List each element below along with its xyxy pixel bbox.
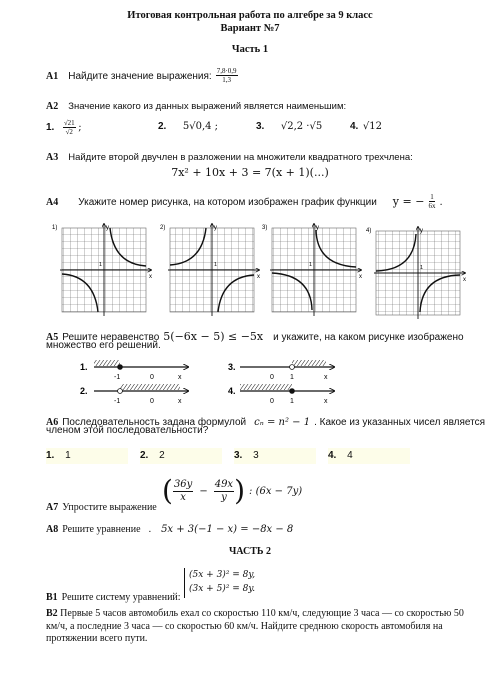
variant-label: Вариант №7 bbox=[220, 23, 280, 34]
a2-option-number: 4. bbox=[350, 121, 359, 132]
a2-option-3 bbox=[256, 121, 322, 132]
b2-text: Первые 5 часов автомобиль ехал со скоростью 110 км/ч, следующие 3 часа — со скоростью 50 км/ч, а последние 3 часа — со скоростью 60 км/ч. Найдите среднюю скорость автомобиля на протяжении всего пути. bbox=[46, 608, 464, 644]
a6-answer-number: 4. bbox=[328, 450, 337, 461]
graph-4-x-label: x bbox=[463, 277, 466, 283]
graph-1-y-label: y bbox=[106, 225, 109, 231]
a6-answer-value: 1 bbox=[65, 450, 71, 461]
graph-3 bbox=[262, 224, 362, 316]
a1-text: Найдите значение выражения: bbox=[68, 71, 212, 82]
a7-num-1: 36y bbox=[173, 478, 193, 490]
line-3-hatch bbox=[292, 360, 326, 366]
question-a4 bbox=[46, 192, 443, 210]
graph-2-unit: 1 bbox=[214, 262, 218, 268]
a5-text1: Решите неравенство bbox=[62, 332, 160, 343]
a5-number-lines bbox=[0, 356, 500, 406]
line-2-hatch bbox=[120, 384, 180, 390]
question-a7 bbox=[46, 497, 157, 515]
line-1-hatch bbox=[94, 360, 120, 366]
line-1-right-label: 0 bbox=[150, 374, 154, 381]
graph-3-number: 3) bbox=[262, 225, 268, 231]
a7-num-2: 49x bbox=[214, 478, 234, 490]
number-line-1 bbox=[80, 360, 188, 381]
line-2-point bbox=[118, 389, 123, 394]
a6-formula: cₙ = n² − 1 bbox=[254, 417, 311, 428]
line-4-point bbox=[290, 389, 295, 394]
question-a1 bbox=[46, 66, 238, 84]
part2-heading: ЧАСТЬ 2 bbox=[228, 546, 272, 557]
a7-minus: − bbox=[199, 485, 208, 497]
graph-1 bbox=[52, 224, 152, 316]
graph-2-y-label: y bbox=[214, 225, 217, 231]
graph-4-unit: 1 bbox=[420, 265, 424, 271]
a6-answer-number: 1. bbox=[46, 450, 55, 461]
a6-answer-2[interactable] bbox=[140, 448, 222, 464]
b1-equation-2: (3x + 5)² = 8y. bbox=[189, 584, 256, 594]
a6-answer-3[interactable] bbox=[234, 448, 316, 464]
a8-dot: . bbox=[148, 524, 152, 535]
a5-inequality: 5(−6x − 5) ≤ −5x bbox=[163, 330, 264, 343]
a6-label: А6 bbox=[46, 417, 59, 428]
a7-label: А7 bbox=[46, 502, 59, 513]
graph-1-unit: 1 bbox=[99, 262, 103, 268]
line-2-left-label: -1 bbox=[114, 398, 121, 405]
a2-option2-expr: 5√0,4 ; bbox=[182, 121, 219, 132]
a7-text: Упростите выражение bbox=[62, 502, 157, 513]
line-4-number: 4. bbox=[228, 386, 236, 396]
line-2-number: 2. bbox=[80, 386, 88, 396]
a1-numerator: 7,8·0,9 bbox=[216, 66, 237, 75]
a4-fraction bbox=[428, 193, 435, 210]
line-2-right-label: 0 bbox=[150, 398, 154, 405]
a4-label: А4 bbox=[46, 197, 59, 208]
a2-option1-fraction bbox=[63, 119, 76, 136]
worksheet-title: Итоговая контрольная работа по алгебре за 9 класс bbox=[127, 10, 373, 21]
graph-4-number: 4) bbox=[366, 228, 372, 234]
a6-text3: членом этой последовательности? bbox=[46, 425, 209, 436]
graph-3-x-label: x bbox=[359, 274, 362, 280]
a1-fraction bbox=[216, 67, 238, 84]
b1-system bbox=[184, 568, 255, 598]
graph-1-number: 1) bbox=[52, 225, 58, 231]
a2-option-number: 1. bbox=[46, 121, 55, 133]
line-1-x-label: x bbox=[178, 374, 182, 381]
line-3-x-label: x bbox=[324, 374, 328, 381]
line-4-right-label: 1 bbox=[290, 398, 294, 405]
question-b1 bbox=[46, 587, 181, 605]
a2-option-number: 2. bbox=[158, 121, 167, 132]
graph-3-y-label: y bbox=[316, 225, 319, 231]
a6-answer-4[interactable] bbox=[328, 448, 410, 464]
a2-option-4 bbox=[350, 121, 382, 132]
a6-answer-value: 4 bbox=[347, 450, 353, 461]
a6-answer-1[interactable] bbox=[46, 448, 128, 464]
a6-answer-number: 3. bbox=[234, 450, 243, 461]
a2-option4-expr: √12 bbox=[362, 121, 382, 132]
a6-text2: . Какое из указанных чисел является bbox=[314, 417, 486, 428]
line-3-point bbox=[290, 365, 295, 370]
a2-label: А2 bbox=[46, 101, 59, 112]
a4-numerator: 1 bbox=[430, 192, 434, 201]
line-3-number: 3. bbox=[228, 362, 236, 372]
question-a8 bbox=[46, 519, 293, 537]
a4-denominator: 6x bbox=[428, 201, 436, 210]
a4-tail: . bbox=[439, 197, 443, 208]
a8-text: Решите уравнение bbox=[62, 524, 141, 535]
graph-4-y-label: y bbox=[420, 228, 423, 234]
a8-equation: 5x + 3(−1 − x) = −8x − 8 bbox=[161, 524, 294, 535]
a2-option-number: 3. bbox=[256, 121, 265, 132]
a4-graphs bbox=[0, 220, 500, 325]
a6-answer-value: 3 bbox=[253, 450, 259, 461]
a7-open-paren: ( bbox=[162, 474, 173, 507]
a2-option3-expr: √2,2 ·√5 bbox=[280, 121, 323, 132]
graph-2 bbox=[160, 224, 260, 316]
a7-tail: : (6x − 7y) bbox=[249, 485, 303, 497]
graph-2-number: 2) bbox=[160, 225, 166, 231]
a4-function: y = − bbox=[392, 195, 425, 208]
a8-label: А8 bbox=[46, 524, 59, 535]
line-2-x-label: x bbox=[178, 398, 182, 405]
a2-option1-tail: ; bbox=[78, 121, 82, 133]
b1-label: В1 bbox=[46, 592, 58, 603]
a7-fraction-2 bbox=[214, 479, 234, 504]
a1-denominator: 1,3 bbox=[222, 75, 231, 84]
a1-label: А1 bbox=[46, 71, 59, 82]
line-4-x-label: x bbox=[324, 398, 328, 405]
line-1-number: 1. bbox=[80, 362, 88, 372]
question-b2 bbox=[46, 608, 470, 646]
b1-equation-1: (5x + 3)² = 8y, bbox=[189, 570, 256, 580]
a6-text1: Последовательность задана формулой bbox=[62, 417, 247, 428]
line-1-point bbox=[118, 365, 123, 370]
graph-4 bbox=[366, 227, 466, 319]
a2-text: Значение какого из данных выражений является наименьшим: bbox=[68, 101, 347, 112]
a5-text2: и укажите, на каком рисунке изображено bbox=[273, 332, 464, 343]
a2-option-2 bbox=[158, 121, 218, 132]
a2-option1-denominator: √2 bbox=[65, 128, 73, 136]
number-line-2 bbox=[80, 384, 188, 405]
a2-option1-numerator: √21 bbox=[63, 119, 75, 127]
question-a3 bbox=[46, 147, 413, 165]
line-4-left-label: 0 bbox=[270, 398, 274, 405]
graph-2-x-label: x bbox=[257, 274, 260, 280]
graph-1-x-label: x bbox=[149, 274, 152, 280]
part1-heading: Часть 1 bbox=[231, 44, 269, 55]
a7-close-paren: ) bbox=[234, 474, 246, 507]
number-line-4 bbox=[228, 384, 334, 405]
a7-expression bbox=[162, 474, 302, 508]
a7-fraction-1 bbox=[173, 479, 193, 504]
line-1-left-label: -1 bbox=[114, 374, 121, 381]
a3-text: Найдите второй двучлен в разложении на множители квадратного трехчлена: bbox=[68, 152, 413, 163]
a6-answer-number: 2. bbox=[140, 450, 149, 461]
a5-label: А5 bbox=[46, 332, 59, 343]
a6-answer-value: 2 bbox=[159, 450, 165, 461]
line-3-right-label: 1 bbox=[290, 374, 294, 381]
graph-3-unit: 1 bbox=[309, 262, 313, 268]
question-a2 bbox=[46, 96, 346, 114]
a3-label: А3 bbox=[46, 152, 59, 163]
a4-text: Укажите номер рисунка, на котором изображен график функции bbox=[78, 197, 377, 208]
b2-label: В2 bbox=[46, 608, 58, 619]
a7-den-1: x bbox=[180, 491, 186, 503]
b1-text: Решите систему уравнений: bbox=[61, 592, 181, 603]
line-3-left-label: 0 bbox=[270, 374, 274, 381]
a3-equation: 7x² + 10x + 3 = 7(x + 1)(...) bbox=[171, 166, 329, 179]
a7-den-2: y bbox=[221, 491, 227, 503]
line-4-hatch bbox=[240, 384, 292, 390]
a2-option-1 bbox=[46, 119, 82, 136]
number-line-3 bbox=[228, 360, 334, 381]
a5-text3: множество его решений. bbox=[46, 340, 161, 351]
